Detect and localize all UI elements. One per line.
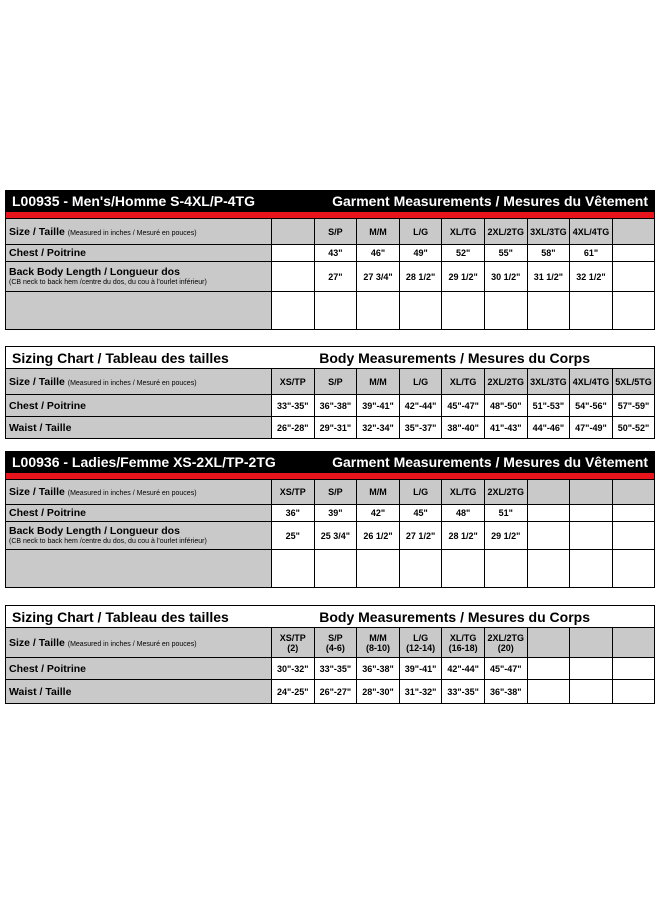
size-cell: 2XL/2TG [484, 480, 527, 505]
size-cell: L/G (12-14) [399, 628, 442, 658]
chest-cell: 36" [272, 505, 315, 522]
women-body-section [5, 605, 655, 704]
back-length-cell: 27 1/2" [399, 522, 442, 550]
size-cell: M/M [357, 219, 400, 245]
size-label: Size / Taille (Measured in inches / Mesuré en pouces) [6, 628, 272, 658]
back-length-cell: 28 1/2" [399, 262, 442, 292]
back-length-cell: 27" [314, 262, 357, 292]
back-length-cell: 25" [272, 522, 315, 550]
back-length-cell [527, 522, 570, 550]
blank-row [6, 550, 655, 588]
women-body-subtitle: Body Measurements / Mesures du Corps [319, 608, 590, 625]
back-length-cell: 28 1/2" [442, 522, 485, 550]
chest-label: Chest / Poitrine [6, 505, 272, 522]
chest-cell [612, 505, 655, 522]
waist-label: Waist / Taille [6, 417, 272, 439]
back-length-cell: 32 1/2" [570, 262, 613, 292]
size-cell: XL/TG [442, 369, 485, 395]
chest-cell [527, 658, 570, 680]
chest-cell: 61" [570, 245, 613, 262]
size-label: Size / Taille (Measured in inches / Mesuré en pouces) [6, 219, 272, 245]
waist-cell: 32"-34" [357, 417, 400, 439]
chest-cell: 54"-56" [570, 395, 613, 417]
chest-label: Chest / Poitrine [6, 395, 272, 417]
size-cell: 5XL/5TG [612, 369, 655, 395]
size-cell: M/M (8-10) [357, 628, 400, 658]
waist-cell [527, 680, 570, 704]
chest-cell: 36"-38" [357, 658, 400, 680]
chest-cell: 57"-59" [612, 395, 655, 417]
blank-cell [612, 550, 655, 588]
size-cell [570, 628, 613, 658]
chest-cell: 52" [442, 245, 485, 262]
blank-cell [6, 292, 272, 330]
chest-cell [612, 245, 655, 262]
chest-cell: 48"-50" [484, 395, 527, 417]
men-body-table [5, 368, 655, 439]
waist-cell [612, 680, 655, 704]
blank-cell [399, 550, 442, 588]
blank-cell [6, 550, 272, 588]
blank-cell [570, 550, 613, 588]
waist-row [6, 417, 655, 439]
waist-cell: 26"-27" [314, 680, 357, 704]
men-garment-title: L00935 - Men's/Homme S-4XL/P-4TG [12, 193, 255, 209]
size-cell [272, 219, 315, 245]
size-cell [527, 480, 570, 505]
waist-cell: 41"-43" [484, 417, 527, 439]
chest-cell [570, 505, 613, 522]
size-cell: 3XL/3TG [527, 369, 570, 395]
waist-label: Waist / Taille [6, 680, 272, 704]
size-label: Size / Taille (Measured in inches / Mesuré en pouces) [6, 480, 272, 505]
back-length-cell: 27 3/4" [357, 262, 400, 292]
size-cell: XL/TG [442, 480, 485, 505]
blank-cell [399, 292, 442, 330]
chest-cell: 46" [357, 245, 400, 262]
women-garment-title: L00936 - Ladies/Femme XS-2XL/TP-2TG [12, 454, 276, 470]
waist-cell: 44"-46" [527, 417, 570, 439]
chest-cell: 51" [484, 505, 527, 522]
men-garment-subtitle: Garment Measurements / Mesures du Vêtement [332, 193, 648, 209]
blank-cell [527, 550, 570, 588]
size-label: Size / Taille (Measured in inches / Mesuré en pouces) [6, 369, 272, 395]
back-length-row [6, 262, 655, 292]
blank-cell [272, 292, 315, 330]
size-cell [612, 219, 655, 245]
waist-cell: 50"-52" [612, 417, 655, 439]
size-cell: 2XL/2TG [484, 219, 527, 245]
size-cell: XS/TP [272, 480, 315, 505]
size-cell: XS/TP (2) [272, 628, 315, 658]
men-garment-table [5, 218, 655, 330]
waist-cell: 33"-35" [442, 680, 485, 704]
chest-label: Chest / Poitrine [6, 658, 272, 680]
blank-cell [527, 292, 570, 330]
size-cell: 3XL/3TG [527, 219, 570, 245]
chest-cell [570, 658, 613, 680]
women-body-header [5, 605, 655, 627]
chest-row [6, 505, 655, 522]
size-cell: S/P [314, 219, 357, 245]
back-length-cell [272, 262, 315, 292]
chest-label: Chest / Poitrine [6, 245, 272, 262]
chest-cell: 42"-44" [442, 658, 485, 680]
back-length-cell [570, 522, 613, 550]
blank-cell [357, 292, 400, 330]
chest-cell: 33"-35" [272, 395, 315, 417]
size-cell: S/P [314, 369, 357, 395]
waist-cell: 38"-40" [442, 417, 485, 439]
chest-cell: 36"-38" [314, 395, 357, 417]
blank-row [6, 292, 655, 330]
size-cell [527, 628, 570, 658]
men-body-section [5, 346, 655, 439]
back-length-label: Back Body Length / Longueur dos (CB neck to back hem /centre du dos, du cou à l'ourlet inférieur) [6, 522, 272, 550]
men-body-header [5, 346, 655, 368]
size-row [6, 480, 655, 505]
chest-cell: 30"-32" [272, 658, 315, 680]
chest-cell: 33"-35" [314, 658, 357, 680]
men-garment-section [5, 190, 655, 330]
chest-cell [527, 505, 570, 522]
size-row [6, 628, 655, 658]
chest-cell: 48" [442, 505, 485, 522]
men-body-subtitle: Body Measurements / Mesures du Corps [319, 349, 590, 366]
chest-cell [272, 245, 315, 262]
women-garment-table [5, 479, 655, 588]
waist-cell: 36"-38" [484, 680, 527, 704]
women-garment-header [5, 451, 655, 473]
chest-row [6, 395, 655, 417]
chest-cell: 58" [527, 245, 570, 262]
blank-cell [442, 550, 485, 588]
size-cell: M/M [357, 480, 400, 505]
back-length-label: Back Body Length / Longueur dos (CB neck to back hem /centre du dos, du cou à l'ourlet inférieur) [6, 262, 272, 292]
blank-cell [570, 292, 613, 330]
men-garment-header [5, 190, 655, 212]
back-length-cell: 29 1/2" [484, 522, 527, 550]
chest-cell: 55" [484, 245, 527, 262]
women-body-title: Sizing Chart / Tableau des tailles [12, 608, 229, 625]
chest-row [6, 245, 655, 262]
size-cell: 4XL/4TG [570, 219, 613, 245]
size-cell: S/P (4-6) [314, 628, 357, 658]
chest-cell: 51"-53" [527, 395, 570, 417]
chest-cell: 43" [314, 245, 357, 262]
women-body-table [5, 627, 655, 704]
waist-row [6, 680, 655, 704]
size-cell: XL/TG [442, 219, 485, 245]
waist-cell [570, 680, 613, 704]
blank-cell [442, 292, 485, 330]
size-cell [612, 480, 655, 505]
chest-row [6, 658, 655, 680]
back-length-row [6, 522, 655, 550]
blank-cell [314, 292, 357, 330]
blank-cell [272, 550, 315, 588]
size-cell: XS/TP [272, 369, 315, 395]
back-length-cell: 26 1/2" [357, 522, 400, 550]
men-body-title: Sizing Chart / Tableau des tailles [12, 349, 229, 366]
waist-cell: 29"-31" [314, 417, 357, 439]
blank-cell [357, 550, 400, 588]
chest-cell: 49" [399, 245, 442, 262]
back-length-cell [612, 262, 655, 292]
chest-cell: 45"-47" [442, 395, 485, 417]
chest-cell: 45"-47" [484, 658, 527, 680]
size-cell [570, 480, 613, 505]
chest-cell: 39"-41" [357, 395, 400, 417]
blank-cell [612, 292, 655, 330]
size-row [6, 369, 655, 395]
size-cell [612, 628, 655, 658]
waist-cell: 24"-25" [272, 680, 315, 704]
blank-cell [484, 550, 527, 588]
chest-cell: 39" [314, 505, 357, 522]
back-length-cell: 25 3/4" [314, 522, 357, 550]
chest-cell [612, 658, 655, 680]
chest-cell: 42" [357, 505, 400, 522]
size-cell: L/G [399, 219, 442, 245]
back-length-cell: 29 1/2" [442, 262, 485, 292]
back-length-cell: 30 1/2" [484, 262, 527, 292]
size-cell: M/M [357, 369, 400, 395]
back-length-cell: 31 1/2" [527, 262, 570, 292]
blank-cell [314, 550, 357, 588]
waist-cell: 31"-32" [399, 680, 442, 704]
size-cell: L/G [399, 369, 442, 395]
chest-cell: 39"-41" [399, 658, 442, 680]
women-garment-section [5, 451, 655, 588]
chest-cell: 42"-44" [399, 395, 442, 417]
size-cell: 2XL/2TG [484, 369, 527, 395]
waist-cell: 47"-49" [570, 417, 613, 439]
chest-cell: 45" [399, 505, 442, 522]
size-cell: L/G [399, 480, 442, 505]
waist-cell: 28"-30" [357, 680, 400, 704]
size-cell: 2XL/2TG (20) [484, 628, 527, 658]
size-cell: S/P [314, 480, 357, 505]
size-row [6, 219, 655, 245]
waist-cell: 26"-28" [272, 417, 315, 439]
size-cell: 4XL/4TG [570, 369, 613, 395]
size-cell: XL/TG (16-18) [442, 628, 485, 658]
waist-cell: 35"-37" [399, 417, 442, 439]
blank-cell [484, 292, 527, 330]
women-garment-subtitle: Garment Measurements / Mesures du Vêtement [332, 454, 648, 470]
back-length-cell [612, 522, 655, 550]
